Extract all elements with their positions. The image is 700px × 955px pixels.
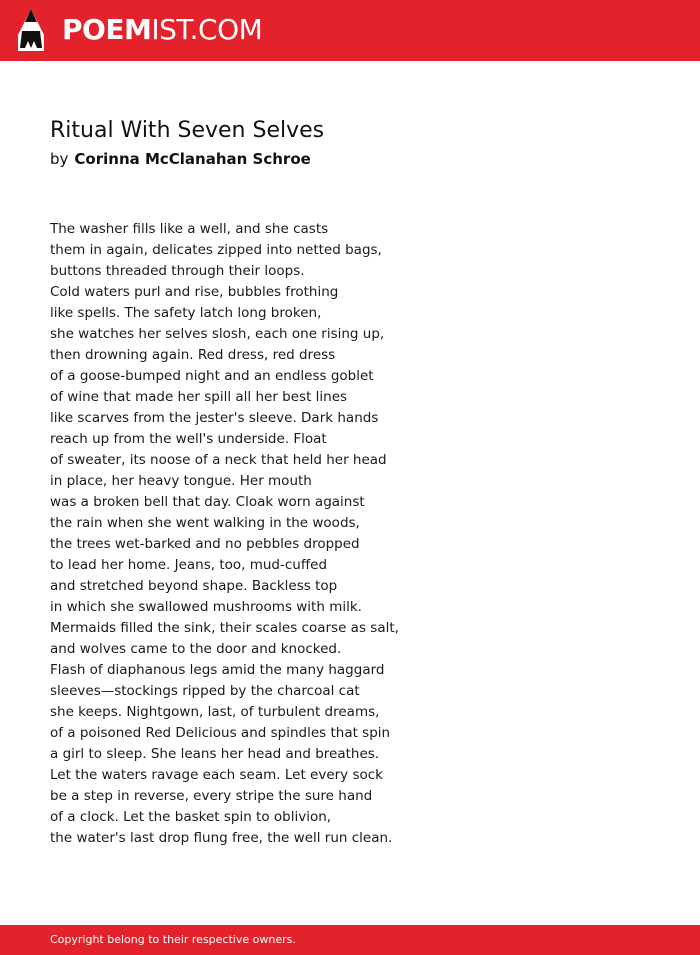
poem-line: Cold waters purl and rise, bubbles frothing	[50, 284, 339, 300]
by-label: by	[50, 150, 69, 168]
poem-line: the water's last drop flung free, the well run clean.	[50, 830, 393, 846]
poem-line: she watches her selves slosh, each one rising up,	[50, 326, 385, 342]
poem-line: The washer fills like a well, and she casts	[50, 221, 329, 237]
poem-line: the rain when she went walking in the woods,	[50, 515, 360, 531]
poem-line: was a broken bell that day. Cloak worn against	[50, 494, 365, 510]
poem-title: Ritual With Seven Selves	[50, 118, 325, 143]
poem-line: a girl to sleep. She leans her head and breathes.	[50, 746, 380, 762]
poem-line: of a goose-bumped night and an endless goblet	[50, 368, 374, 384]
poem-line: of wine that made her spill all her best lines	[50, 389, 348, 405]
poem-line: to lead her home. Jeans, too, mud-cuffed	[50, 557, 328, 573]
poem-line: the trees wet-barked and no pebbles dropped	[50, 536, 360, 552]
poem-line: in place, her heavy tongue. Her mouth	[50, 473, 312, 489]
byline	[50, 149, 311, 169]
poem-line: of a clock. Let the basket spin to oblivion,	[50, 809, 332, 825]
site-logo[interactable]	[62, 12, 262, 48]
logo-light-text: IST.COM	[151, 13, 263, 46]
copyright-notice: Copyright belong to their respective owners.	[50, 933, 296, 946]
poem-line: buttons threaded through their loops.	[50, 263, 305, 279]
poem-line: Flash of diaphanous legs amid the many haggard	[50, 662, 385, 678]
poem-line: reach up from the well's underside. Float	[50, 431, 327, 447]
pencil-tip-icon[interactable]	[18, 9, 44, 51]
poem-line: and stretched beyond shape. Backless top	[50, 578, 338, 594]
logo-bold-text: POEM	[62, 13, 152, 46]
poem-body	[50, 219, 650, 849]
poem-line: be a step in reverse, every stripe the sure hand	[50, 788, 373, 804]
site-footer	[0, 925, 700, 955]
poem-line: then drowning again. Red dress, red dress	[50, 347, 336, 363]
poem-line: of sweater, its noose of a neck that held her head	[50, 452, 387, 468]
poem-line: like spells. The safety latch long broken,	[50, 305, 322, 321]
author-name: Corinna McClanahan Schroe	[74, 150, 311, 168]
site-header	[0, 0, 700, 61]
poem-line: Let the waters ravage each seam. Let every sock	[50, 767, 383, 783]
poem-line: and wolves came to the door and knocked.	[50, 641, 342, 657]
poem-line: sleeves—stockings ripped by the charcoal cat	[50, 683, 360, 699]
poem-line: in which she swallowed mushrooms with milk.	[50, 599, 362, 615]
poem-line: them in again, delicates zipped into netted bags,	[50, 242, 382, 258]
poem-line: she keeps. Nightgown, last, of turbulent dreams,	[50, 704, 380, 720]
poem-line: of a poisoned Red Delicious and spindles that spin	[50, 725, 391, 741]
poem-line: Mermaids filled the sink, their scales coarse as salt,	[50, 620, 399, 636]
poem-line: like scarves from the jester's sleeve. Dark hands	[50, 410, 379, 426]
